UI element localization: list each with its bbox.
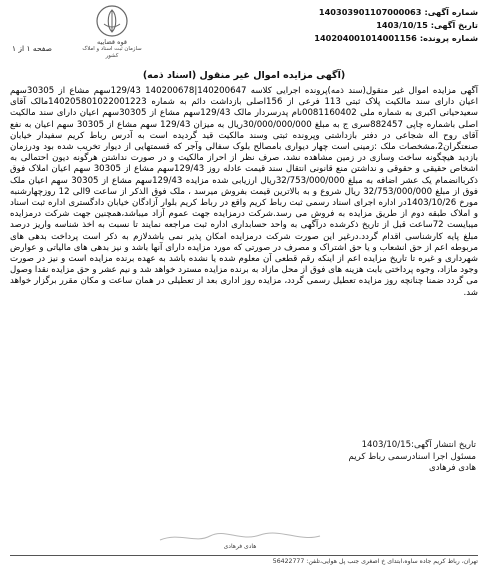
notice-number-label: شماره آگهی:	[424, 7, 478, 17]
notice-date-value: 1403/10/15	[376, 20, 428, 30]
judiciary-label: قوه قضاییه	[97, 38, 127, 46]
officer-title: مسئول اجرا اسنادرسمی رباط کریم	[348, 451, 476, 462]
file-number-label: شماره پرونده:	[419, 33, 478, 43]
emblem-icon	[95, 4, 129, 38]
signature-block	[349, 440, 476, 475]
notice-number-value: 140303901107000063	[318, 7, 422, 17]
file-number-value: 140204001014001156	[314, 33, 417, 43]
organization-name: سازمان ثبت اسناد و املاک کشور	[82, 46, 142, 59]
footer-address: تهران، رباط کریم جاده ساوه،ابتدای خ اصغری جنب پل هوایی،تلفن: 56422777	[272, 558, 478, 565]
officer-name: هادی فرهادی	[429, 463, 476, 473]
page-indicator: صفحه ۱ از ۱	[12, 44, 52, 53]
notice-date-label: تاریخ آگهی:	[430, 20, 478, 30]
notice-meta	[250, 6, 478, 45]
notice-number-row	[250, 6, 478, 19]
notice-title: (آگهی مزایده اموال غیر منقول (اسناد ذمه)	[142, 70, 346, 81]
notice-body: آگهی مزایده اموال غیر منقول(سند ذمه)پرونده اجرایی کلاسه 140200647|140200678 129/43سهم مشاع از 30305سهم اعیان دارای سند مالکیت پلاک ثبتی 113 فرعی از 156اصلی بازداشت دائم به شماره 140205801022001223مالک آقای سعیدحیانی اکبری به شماره ملی 0081160402نام پدرسردار مالک 129/43سهم مشاع از 30305سهم اعیان دارای سند مالکیت اصلی باشماره چاپی 882457سری ج به مبلغ 30/000/000/000ریال به میزان 129/43 سهم مشاع از 30305 سهم اعیان به نفع آقای روح اله شجاعی در دفتر بازداشتی وپرونده ثبتی وسند مالکیت قید گردیده است به آدرس رباط کریم سفیدار خیابان صنعتگران2،مشخصات ملک :زمینی است چهار دیواری بامصالح بلوک سفالی وآجر که قسمتهایی از دیوار تخریب شده بود ودرزمان بازدید هیچگونه ساخت وسازی در زمین مشاهده نشد، صرف نظر از احراز مالکیت و در صورت نداشتن هرگونه دیون احتمالی به اشخاص حقیقی و حقوقی و نداشتن منع قانونی انتقال سند قیمت عادله روز 129/43سهم مشاع از 30305 سهم اعیان املاک فوق ذکرباانضمام یک عشر اضافه به مبلغ 32/753/000/000ریال ارزیابی شده مزایده 129/43سهم مشاع از 30305 سهم اعیان ملک فوق از مبلغ 32/753/000/000 ریال شروع و به بالاترین قیمت بفروش میرسد ، ملک فوق الذکر از ساعت 9الی 12 روزچهارشنبه مورخ 1403/10/26در اداره اجرای اسناد رسمی ثبت رباط کریم واقع در رباط کریم بلوار آزادگان خیابان دادگستری اداره ثبت اسناد و املاک طبقه دوم از طریق مزایده به فروش می رسد.شرکت درمزایده جهت عموم آزاد میباشد،همچنین جهت شرکت درمزایده میبایست 72ساعت قبل از تاریخ ذکرشده درآگهی به واحد حسابداری اداره ثبت مراجعه نمایند تا نسبت به اخذ شناسه واریز درصد مبلغ پایه کارشناسی اقدام گردد.درغیر این صورت شرکت درمزایده امکان پذیر نمی باشدلازم به ذکر است پرداخت بدهی های مربوطه اعم از حق انشعاب و یا حق اشتراک و مصرف در صورتی که مورد مزایده دارای آنها باشد و نیز بدهی های مالیاتی و عوارض شهرداری و غیره تا تاریخ مزایده اعم از اینکه رقم قطعی آن معلوم شده یا نشده باشد به عهده برنده مزایده است و نیز در صورت وجود مازاد، وجوه پرداختی بابت هزینه های فوق از محل مازاد به برنده مزایده مسترد خواهد شد و نیم عشر و حق مزایده نقدا وصول می گردد ضمنا چنانچه روز مزایده تعطیل رسمی گردد، مزایده روز اداری بعد از تعطیلی در همان ساعت و مکان مقرر برگزار خواهد شد.	[10, 86, 478, 298]
stamp-names: هادی فرهادی	[223, 543, 257, 550]
notice-date-row	[250, 19, 478, 32]
publish-date-line: تاریخ انتشار آگهی:1403/10/15	[361, 440, 476, 450]
registration-org-logo	[76, 4, 148, 74]
file-number-row	[250, 32, 478, 45]
footer-divider	[10, 555, 478, 556]
